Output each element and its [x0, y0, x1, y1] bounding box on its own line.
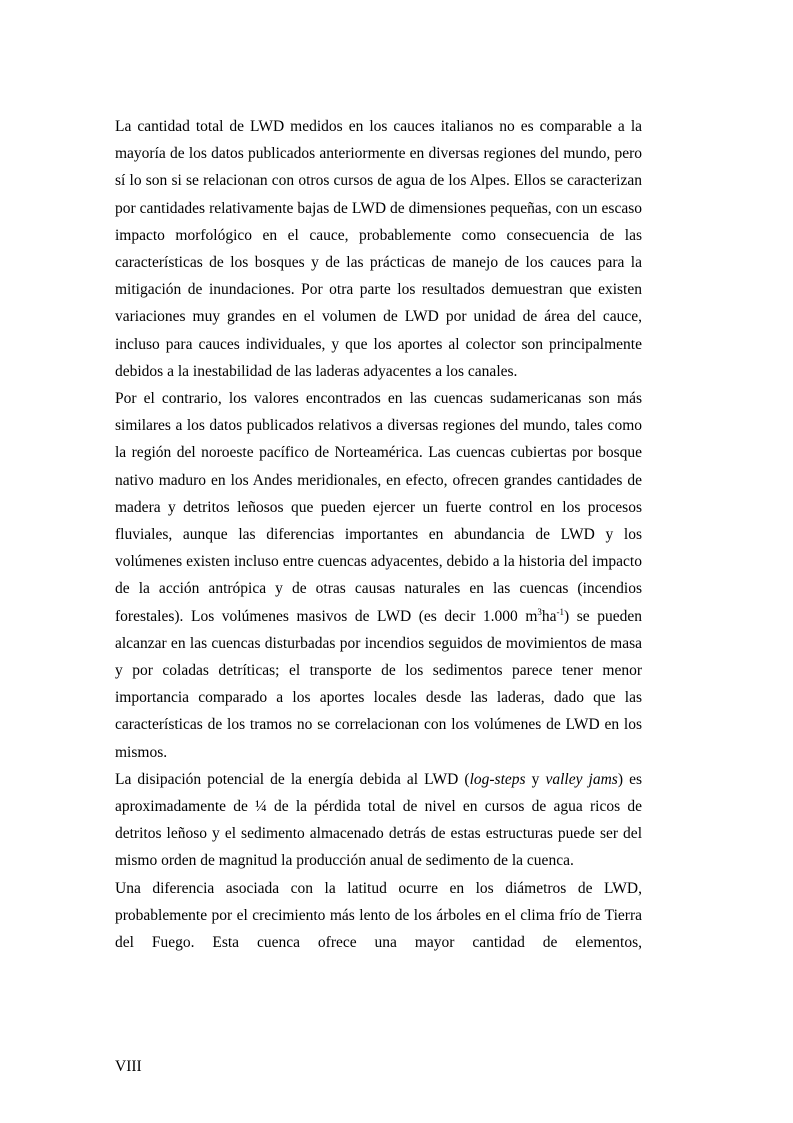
- paragraph-text: ) se pueden alcanzar en las cuencas disturbadas por incendios seguidos de movimientos de masa y por coladas detríticas; el transporte de los sedimentos parece tener menor importancia comparado a los aportes locales desde las laderas, dado que las características de los tramos no se correlacionan con los volúmenes de LWD en los mismos.: [115, 607, 642, 761]
- page-number: VIII: [115, 1058, 142, 1075]
- paragraph-energy-dissipation: [115, 766, 642, 875]
- page-body: [115, 113, 642, 956]
- superscript: -1: [556, 606, 565, 617]
- paragraph-lwd-italian-channels: La cantidad total de LWD medidos en los cauces italianos no es comparable a la mayoría de los datos publicados anteriormente en diversas regiones del mundo, pero sí lo son si se relacionan con otros cursos de agua de los Alpes. Ellos se caracterizan por cantidades relativamente bajas de LWD de dimensiones pequeñas, con un escaso impacto morfológico en el cauce, probablemente como consecuencia de las características de los bosques y de las prácticas de manejo de los cauces para la mitigación de inundaciones. Por otra parte los resultados demuestran que existen variaciones muy grandes en el volumen de LWD por unidad de área del cauce, incluso para cauces individuales, y que los aportes al colector son principalmente debidos a la inestabilidad de las laderas adyacentes a los canales.: [115, 118, 642, 380]
- italic-term: valley jams: [545, 770, 618, 788]
- paragraph-text: La disipación potencial de la energía debida al LWD (: [115, 770, 470, 788]
- italic-term: log-steps: [469, 770, 526, 788]
- paragraph-text: ) es aproximadamente de ¼ de la pérdida total de nivel en cursos de agua ricos de detritos leñoso y el sedimento almacenado detrás de estas estructuras puede ser del mismo orden de magnitud la producción anual de sedimento de la cuenca.: [115, 770, 642, 870]
- paragraph-south-american-basins: [115, 385, 642, 766]
- paragraph-text: Por el contrario, los valores encontrados en las cuencas sudamericanas son más similares a los datos publicados relativos a diversas regiones del mundo, tales como la región del noroeste pacífico de Norteamérica. Las cuencas cubiertas por bosque nativo maduro en los Andes meridionales, en efecto, ofrecen grandes cantidades de madera y detritos leñosos que pueden ejercer un fuerte control en los procesos fluviales, aunque las diferencias importantes en abundancia de LWD y los volúmenes existen incluso entre cuencas adyacentes, debido a la historia del impacto de la acción antrópica y de otras causas naturales en las cuencas (incendios forestales). Los volúmenes masivos de LWD (es decir 1.000 m: [115, 390, 642, 625]
- paragraph-latitude-difference: Una diferencia asociada con la latitud ocurre en los diámetros de LWD, probablemente por el crecimiento más lento de los árboles en el clima frío de Tierra del Fuego. Esta cuenca ofrece una mayor cantidad de elementos,: [115, 879, 642, 952]
- unit-text: ha: [541, 607, 557, 625]
- superscript: 3: [537, 606, 542, 617]
- conjunction-text: y: [525, 770, 546, 788]
